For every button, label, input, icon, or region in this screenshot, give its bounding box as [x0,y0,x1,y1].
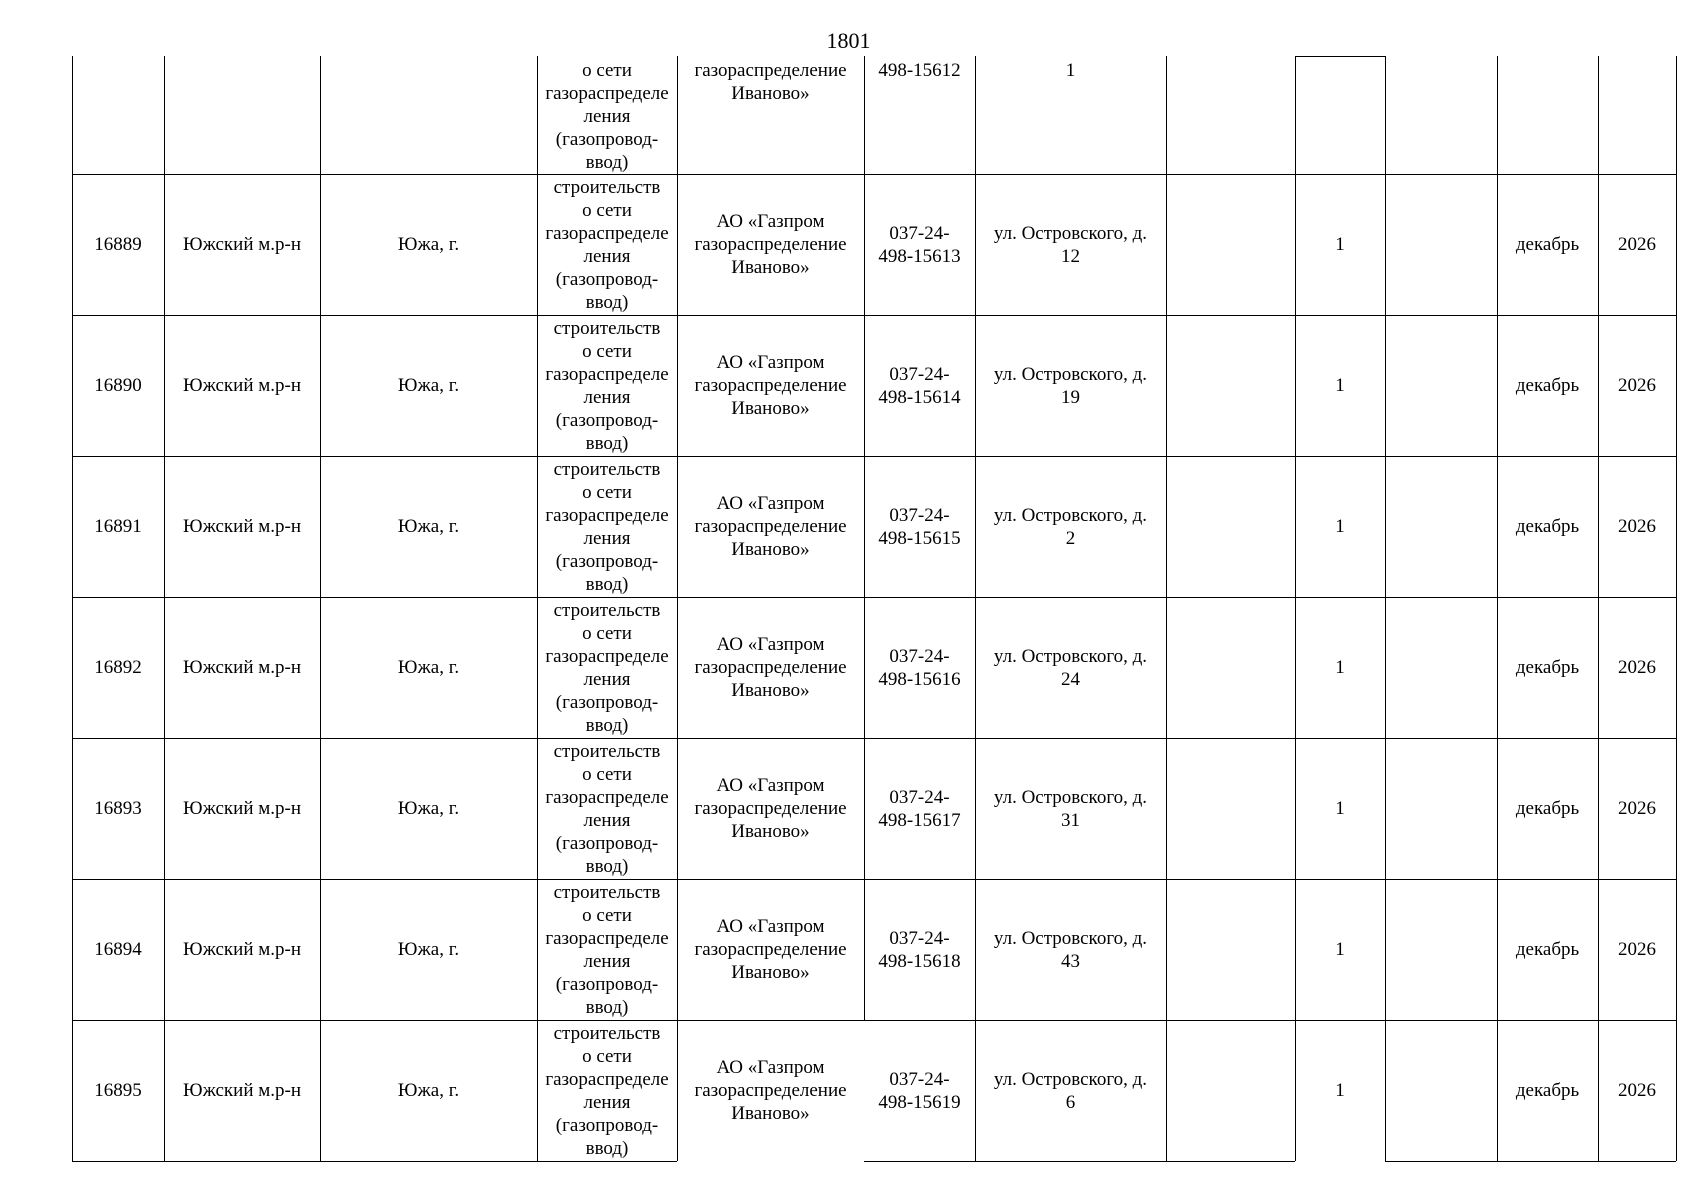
table-cell-locality: Южа, г. [397,657,460,678]
table-cell-organization: АО «Газпром газораспределение Иваново» [694,775,847,842]
table-cell-work-type: строительств о сети газораспределе ления (газопровод- ввод) [545,317,669,454]
table-cell-address: ул. Островского, д. 43 [993,927,1148,972]
table-cell-organization: АО «Газпром газораспределение Иваново» [694,1057,847,1124]
table-cell-id: 16891 [94,516,142,537]
table-cell-address: ул. Островского, д. 6 [993,1068,1148,1113]
table-cell-id: 16889 [94,234,142,255]
table-cell-address: ул. Островского, д. 24 [993,645,1148,690]
table-cell-quantity: 1 [1335,375,1345,396]
table-cell-work-type: строительств о сети газораспределе ления (газопровод- ввод) [545,458,669,595]
table-cell-month: декабрь [1515,1080,1580,1101]
table-cell-district: Южский м.р-н [182,939,302,960]
table-cell-year: 2026 [1618,516,1656,537]
table-cell-address: ул. Островского, д. 2 [993,504,1148,549]
table-cell-quantity: 1 [1335,516,1345,537]
table-cell-work-type: строительств о сети газораспределе ления (газопровод- ввод) [545,740,669,877]
table-cell-locality: Южа, г. [397,516,460,537]
table-cell-code: 037-24- 498-15617 [878,786,961,831]
table-cell-work-type: строительств о сети газораспределе ления (газопровод- ввод) [545,1022,669,1159]
table-cell-district: Южский м.р-н [182,1080,302,1101]
column-line [1166,56,1167,1161]
table-cell-year: 2026 [1618,939,1656,960]
table-cell-quantity: 1 [1335,1080,1345,1101]
table-cell-month: декабрь [1515,657,1580,678]
table-cell-month: декабрь [1515,516,1580,537]
table-cell-locality: Южа, г. [397,1080,460,1101]
page-number: 1801 [826,28,871,53]
column-line [1676,56,1677,1161]
table-cell-id: 16892 [94,657,142,678]
table-cell-year: 2026 [1618,1080,1656,1101]
table-cell-organization: АО «Газпром газораспределение Иваново» [694,352,847,419]
table-cell-locality: Южа, г. [397,798,460,819]
table-cell-id: 16894 [94,939,142,960]
table-cell-code: 037-24- 498-15616 [878,645,961,690]
table-cell-year: 2026 [1618,657,1656,678]
table-cell-year: 2026 [1618,234,1656,255]
table-cell-id: 16890 [94,375,142,396]
row-line [864,1161,1295,1162]
table-cell-id: 16893 [94,798,142,819]
table-cell-year: 2026 [1618,375,1656,396]
table-cell-month: декабрь [1515,939,1580,960]
table-cell-organization: АО «Газпром газораспределение Иваново» [694,916,847,983]
table-cell-id: 16895 [94,1080,142,1101]
table-cell-organization: АО «Газпром газораспределение Иваново» [694,211,847,278]
table-cell-address: ул. Островского, д. 12 [993,222,1148,267]
table-cell-work-type: строительств о сети газораспределе ления (газопровод- ввод) [545,881,669,1018]
table-cell-month: декабрь [1515,375,1580,396]
table-cell-locality: Южа, г. [397,375,460,396]
continuation-code: 498-15612 [878,60,961,81]
table-cell-quantity: 1 [1335,234,1345,255]
table-cell-work-type: строительств о сети газораспределе ления (газопровод- ввод) [545,176,669,313]
table-cell-locality: Южа, г. [397,234,460,255]
continuation-address: 1 [1065,60,1076,81]
table-cell-quantity: 1 [1335,798,1345,819]
table-cell-year: 2026 [1618,798,1656,819]
table-cell-quantity: 1 [1335,657,1345,678]
table-cell-address: ул. Островского, д. 31 [993,786,1148,831]
table-cell-district: Южский м.р-н [182,234,302,255]
row-line [72,1161,677,1162]
table-cell-address: ул. Островского, д. 19 [993,363,1148,408]
table-cell-district: Южский м.р-н [182,798,302,819]
table-cell-month: декабрь [1515,234,1580,255]
table-cell-work-type: строительств о сети газораспределе ления (газопровод- ввод) [545,599,669,736]
table-cell-organization: АО «Газпром газораспределение Иваново» [694,493,847,560]
table-cell-code: 037-24- 498-15613 [878,222,961,267]
table-cell-month: декабрь [1515,798,1580,819]
row-line [1295,56,1385,57]
table-cell-code: 037-24- 498-15618 [878,927,961,972]
table-cell-district: Южский м.р-н [182,657,302,678]
table-cell-district: Южский м.р-н [182,375,302,396]
table-cell-organization: АО «Газпром газораспределение Иваново» [694,634,847,701]
table-cell-code: 037-24- 498-15615 [878,504,961,549]
row-line [1385,1161,1676,1162]
continuation-work-type: о сети газораспределе ления (газопровод- ввод) [545,60,669,173]
table-cell-code: 037-24- 498-15619 [878,1068,961,1113]
column-line [1385,56,1386,1161]
table-cell-quantity: 1 [1335,939,1345,960]
table-cell-locality: Южа, г. [397,939,460,960]
table-cell-district: Южский м.р-н [182,516,302,537]
continuation-organization: газораспределение Иваново» [694,60,847,104]
table-cell-code: 037-24- 498-15614 [878,363,961,408]
